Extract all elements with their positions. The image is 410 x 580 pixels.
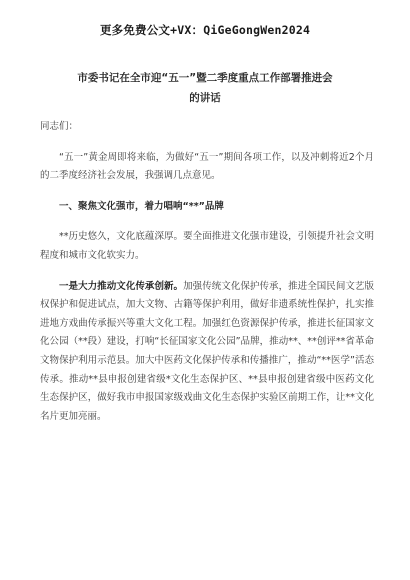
title-line-1: 市委书记在全市迎“五一”暨二季度重点工作部署推进会 bbox=[77, 72, 333, 84]
document-body bbox=[40, 118, 374, 438]
point-1-lead: 一是大力推动文化传承创新。 bbox=[59, 280, 184, 292]
section-1-paragraph: **历史悠久，文化底蕴深厚。要全面推进文化强市建设，引领提升社会文明程度和城市文化软实力。 bbox=[40, 231, 374, 261]
intro-paragraph: “五一”黄金周即将来临，为做好“五一”期间各项工作，以及冲刺将近2个月的二季度经济社会发展，我强调几点意见。 bbox=[40, 151, 374, 182]
salutation: 同志们： bbox=[40, 121, 79, 132]
section-heading-1: 一、聚焦文化强市，着力唱响“**”品牌 bbox=[59, 200, 224, 212]
point-1-text: 加强传统文化保护传承，推进全国民间文艺版权保护和促进试点，加大文物、古籍等保护利用，做好非遗系统性保护，扎实推进地方戏曲传承振兴等重大文化工程。加强红色资源保护传承，推进长征国家文化公园（**段）建设，打响“长征国家文化公园”品牌，推动**、**创评**省革命文物保护利用示范县。加大中医药文化保护传承和传播推广，推动“**医学”活态传承。推动**县申报创建省级*文化生态保护区、**县申报创建省级中医药文化生态保护区，做好我市申报国家级戏曲文化生态保护实验区前期工作，让**文化名片更加亮丽。 bbox=[40, 280, 374, 422]
point-1-paragraph bbox=[40, 278, 374, 427]
title-line-2: 的讲话 bbox=[189, 92, 221, 104]
document-title bbox=[50, 68, 360, 108]
promo-banner: 更多免费公文+VX：QiGeGongWen2024 bbox=[99, 23, 311, 37]
